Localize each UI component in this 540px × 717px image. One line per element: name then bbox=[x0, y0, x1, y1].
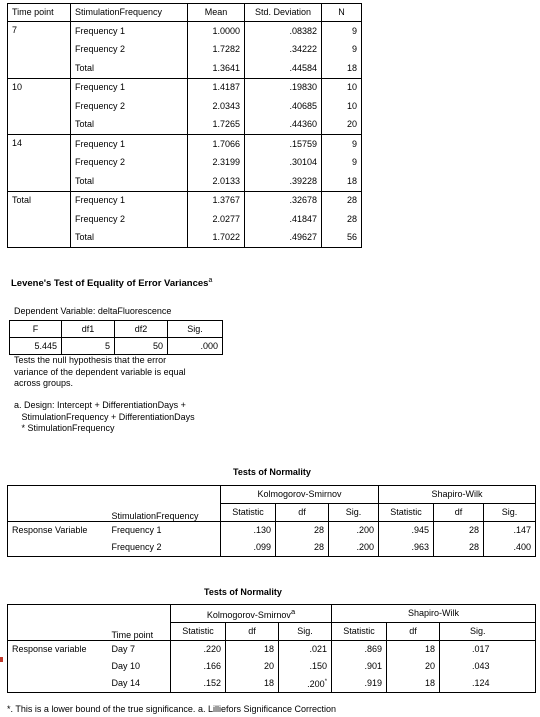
std-deviation-cell: .30104 bbox=[245, 154, 322, 173]
header-sig: Sig. bbox=[279, 623, 332, 641]
mean-cell: 2.0133 bbox=[188, 172, 245, 191]
header-sig: Sig. bbox=[168, 321, 223, 338]
header-stimulation-frequency: StimulationFrequency bbox=[108, 504, 221, 522]
value-cell: .869 bbox=[332, 641, 387, 659]
value-cell: .200 bbox=[329, 539, 379, 557]
header-sig: Sig. bbox=[484, 504, 536, 522]
frequency-cell: Frequency 2 bbox=[71, 210, 188, 229]
std-deviation-cell: .19830 bbox=[245, 78, 322, 97]
value-cell: .200 bbox=[329, 522, 379, 540]
mean-cell: 1.7282 bbox=[188, 41, 245, 60]
std-deviation-cell: .41847 bbox=[245, 210, 322, 229]
value-df2: 50 bbox=[115, 338, 168, 355]
header-df: df bbox=[387, 623, 440, 641]
n-cell: 18 bbox=[322, 172, 362, 191]
value-cell: .919 bbox=[332, 675, 387, 693]
std-deviation-cell: .15759 bbox=[245, 135, 322, 154]
group-cell: Day 7 bbox=[108, 641, 171, 659]
std-deviation-cell: .44584 bbox=[245, 59, 322, 78]
frequency-cell: Total bbox=[71, 172, 188, 191]
time-point-cell: 10 bbox=[8, 78, 71, 135]
header-time-point: Time point bbox=[108, 623, 171, 641]
n-cell: 9 bbox=[322, 135, 362, 154]
mean-cell: 2.0277 bbox=[188, 210, 245, 229]
value-cell: .099 bbox=[221, 539, 276, 557]
table-row bbox=[10, 338, 223, 355]
frequency-cell: Total bbox=[71, 59, 188, 78]
std-deviation-cell: .44360 bbox=[245, 116, 322, 135]
header-mean: Mean bbox=[188, 4, 245, 22]
std-deviation-cell: .40685 bbox=[245, 97, 322, 116]
value-cell: .147 bbox=[484, 522, 536, 540]
header-statistic: Statistic bbox=[379, 504, 434, 522]
frequency-cell: Total bbox=[71, 116, 188, 135]
row-label: Response Variable bbox=[8, 522, 108, 557]
mean-cell: 2.3199 bbox=[188, 154, 245, 173]
value-cell: .043 bbox=[440, 658, 536, 675]
header-statistic: Statistic bbox=[332, 623, 387, 641]
header-kolmogorov-smirnov: Kolmogorov-Smirnov$^a$ bbox=[171, 605, 332, 623]
header-n: N bbox=[322, 4, 362, 22]
value-cell: 20 bbox=[387, 658, 440, 675]
mean-cell: 1.4187 bbox=[188, 78, 245, 97]
n-cell: 9 bbox=[322, 154, 362, 173]
n-cell: 18 bbox=[322, 59, 362, 78]
frequency-cell: Frequency 1 bbox=[71, 78, 188, 97]
frequency-cell: Frequency 2 bbox=[71, 154, 188, 173]
header-f: F bbox=[10, 321, 62, 338]
value-cell: 18 bbox=[387, 675, 440, 693]
header-sig: Sig. bbox=[329, 504, 379, 522]
n-cell: 9 bbox=[322, 41, 362, 60]
levene-design-footnote: a. Design: Intercept + DifferentiationDays + StimulationFrequency + DifferentiationDays * StimulationFrequency bbox=[14, 400, 195, 433]
value-cell: 18 bbox=[226, 641, 279, 659]
value-cell: 28 bbox=[434, 539, 484, 557]
header-statistic: Statistic bbox=[221, 504, 276, 522]
header-df: df bbox=[434, 504, 484, 522]
row-marker bbox=[0, 657, 3, 662]
value-cell: .152 bbox=[171, 675, 226, 693]
group-cell: Day 14 bbox=[108, 675, 171, 693]
header-df: df bbox=[276, 504, 329, 522]
value-cell: 18 bbox=[226, 675, 279, 693]
mean-cell: 2.0343 bbox=[188, 97, 245, 116]
value-cell: .124 bbox=[440, 675, 536, 693]
table-header-row bbox=[8, 4, 362, 22]
group-cell: Frequency 1 bbox=[108, 522, 221, 540]
table-row bbox=[8, 641, 536, 659]
std-deviation-cell: .49627 bbox=[245, 229, 322, 248]
header-std-deviation: Std. Deviation bbox=[245, 4, 322, 22]
header-stimulation-frequency: StimulationFrequency bbox=[71, 4, 188, 22]
n-cell: 9 bbox=[322, 22, 362, 41]
std-deviation-cell: .32678 bbox=[245, 191, 322, 210]
std-deviation-cell: .39228 bbox=[245, 172, 322, 191]
normality-title-2: Tests of Normality bbox=[204, 587, 282, 597]
time-point-cell: 14 bbox=[8, 135, 71, 192]
header-shapiro-wilk: Shapiro-Wilk bbox=[332, 605, 536, 623]
normality-table-2 bbox=[7, 604, 536, 693]
time-point-cell: 7 bbox=[8, 22, 71, 79]
mean-cell: 1.7066 bbox=[188, 135, 245, 154]
table-row bbox=[8, 78, 362, 97]
group-cell: Frequency 2 bbox=[108, 539, 221, 557]
value-cell: .021 bbox=[279, 641, 332, 659]
normality-table-1 bbox=[7, 485, 536, 557]
time-point-cell: Total bbox=[8, 191, 71, 248]
n-cell: 28 bbox=[322, 191, 362, 210]
header-sig: Sig. bbox=[440, 623, 536, 641]
header-blank bbox=[8, 605, 171, 623]
value-df1: 5 bbox=[62, 338, 115, 355]
table-row bbox=[8, 191, 362, 210]
value-cell: 20 bbox=[226, 658, 279, 675]
frequency-cell: Total bbox=[71, 229, 188, 248]
value-cell: .945 bbox=[379, 522, 434, 540]
header-df2: df2 bbox=[115, 321, 168, 338]
header-df: df bbox=[226, 623, 279, 641]
table-row bbox=[8, 522, 536, 540]
mean-cell: 1.7265 bbox=[188, 116, 245, 135]
std-deviation-cell: .34222 bbox=[245, 41, 322, 60]
value-cell: .200* bbox=[279, 675, 332, 693]
mean-cell: 1.0000 bbox=[188, 22, 245, 41]
mean-cell: 1.7022 bbox=[188, 229, 245, 248]
value-cell: 28 bbox=[276, 522, 329, 540]
table-row bbox=[8, 22, 362, 41]
header-time-point: Time point bbox=[8, 4, 71, 22]
header-statistic: Statistic bbox=[171, 623, 226, 641]
value-cell: .150 bbox=[279, 658, 332, 675]
header-blank bbox=[8, 486, 221, 504]
frequency-cell: Frequency 2 bbox=[71, 41, 188, 60]
value-cell: .963 bbox=[379, 539, 434, 557]
frequency-cell: Frequency 1 bbox=[71, 22, 188, 41]
n-cell: 10 bbox=[322, 97, 362, 116]
header-kolmogorov-smirnov: Kolmogorov-Smirnov bbox=[221, 486, 379, 504]
table-header-row bbox=[10, 321, 223, 338]
value-cell: .901 bbox=[332, 658, 387, 675]
std-deviation-cell: .08382 bbox=[245, 22, 322, 41]
value-cell: .220 bbox=[171, 641, 226, 659]
value-cell: .130 bbox=[221, 522, 276, 540]
normality-title-1: Tests of Normality bbox=[233, 467, 311, 477]
header-shapiro-wilk: Shapiro-Wilk bbox=[379, 486, 536, 504]
group-cell: Day 10 bbox=[108, 658, 171, 675]
value-cell: 28 bbox=[434, 522, 484, 540]
levene-dependent-variable: Dependent Variable: deltaFluorescence bbox=[14, 306, 172, 316]
value-cell: .400 bbox=[484, 539, 536, 557]
value-sig: .000 bbox=[168, 338, 223, 355]
normality-footnote: *. This is a lower bound of the true significance. a. Lilliefors Significance Correction bbox=[7, 704, 337, 714]
descriptive-statistics-table bbox=[7, 3, 362, 248]
frequency-cell: Frequency 1 bbox=[71, 135, 188, 154]
levene-note: Tests the null hypothesis that the error variance of the dependent variable is equal across groups. bbox=[14, 355, 186, 388]
mean-cell: 1.3641 bbox=[188, 59, 245, 78]
frequency-cell: Frequency 1 bbox=[71, 191, 188, 210]
value-cell: 28 bbox=[276, 539, 329, 557]
header-df1: df1 bbox=[62, 321, 115, 338]
n-cell: 20 bbox=[322, 116, 362, 135]
value-cell: .017 bbox=[440, 641, 536, 659]
value-cell: 18 bbox=[387, 641, 440, 659]
value-f: 5.445 bbox=[10, 338, 62, 355]
n-cell: 56 bbox=[322, 229, 362, 248]
mean-cell: 1.3767 bbox=[188, 191, 245, 210]
table-row bbox=[8, 135, 362, 154]
row-label: Response variable bbox=[8, 641, 108, 693]
n-cell: 10 bbox=[322, 78, 362, 97]
n-cell: 28 bbox=[322, 210, 362, 229]
levene-table bbox=[9, 320, 223, 355]
levene-title: Levene's Test of Equality of Error Variances$^a$ bbox=[11, 277, 213, 290]
value-cell: .166 bbox=[171, 658, 226, 675]
frequency-cell: Frequency 2 bbox=[71, 97, 188, 116]
